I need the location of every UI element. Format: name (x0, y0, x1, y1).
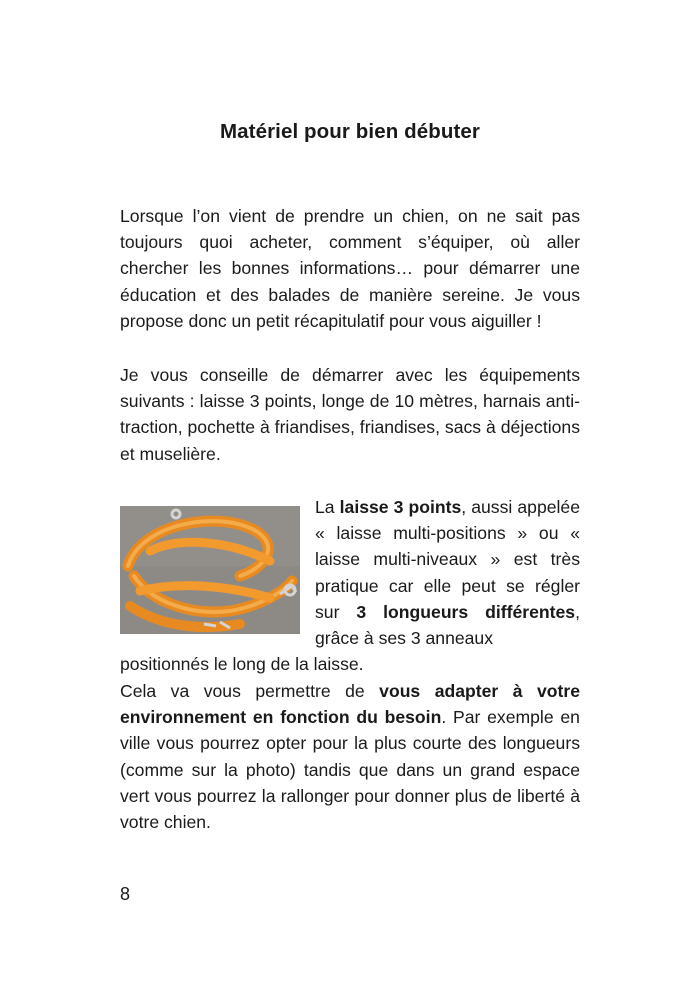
page-number: 8 (120, 884, 131, 904)
leash-paragraph-continued: positionnés le long de la laisse. (120, 654, 364, 674)
leash-text-2: , aussi appelée « laisse multi-positions » ou « laisse multi-niveaux » est très pratique car elle peut se régler sur (315, 497, 581, 622)
leash-bold-2: 3 longueurs différentes (356, 601, 576, 622)
adapt-bold-1: vous adapter à votre environnement en fonction du besoin (120, 681, 580, 728)
orange-leash-image (120, 506, 300, 634)
leash-photo (120, 506, 300, 634)
leash-bold-1: laisse 3 points (339, 497, 462, 517)
adapt-text-1: Cela va vous permettre de (120, 681, 380, 701)
adapt-paragraph (120, 678, 580, 835)
intro-paragraph: Lorsque l’on vient de prendre un chien, on ne sait pas toujours quoi acheter, comment s’équiper, où aller chercher les bonnes informations… pour démarrer une éducation et des balades de manière sereine. Je vous propose donc un petit récapitulatif pour vous aiguiller ! (120, 206, 580, 331)
leash-text-1: La (315, 497, 340, 517)
leash-paragraph (315, 494, 580, 651)
page-title: Matériel pour bien débuter (219, 120, 481, 143)
adapt-text-2: . Par exemple en ville vous pourrez opter pour la plus courte des longueurs (comme sur la photo) tandis que dans un grand espace vert vous pourrez la rallonger pour donner plus de liberté à votre chien. (120, 707, 580, 833)
equipment-paragraph: Je vous conseille de démarrer avec les équipements suivants : laisse 3 points, longe de 10 mètres, harnais anti-traction, pochette à friandises, friandises, sacs à déjections et muselière. (120, 365, 580, 464)
leash-text-3: , grâce à ses 3 anneaux (315, 601, 580, 649)
